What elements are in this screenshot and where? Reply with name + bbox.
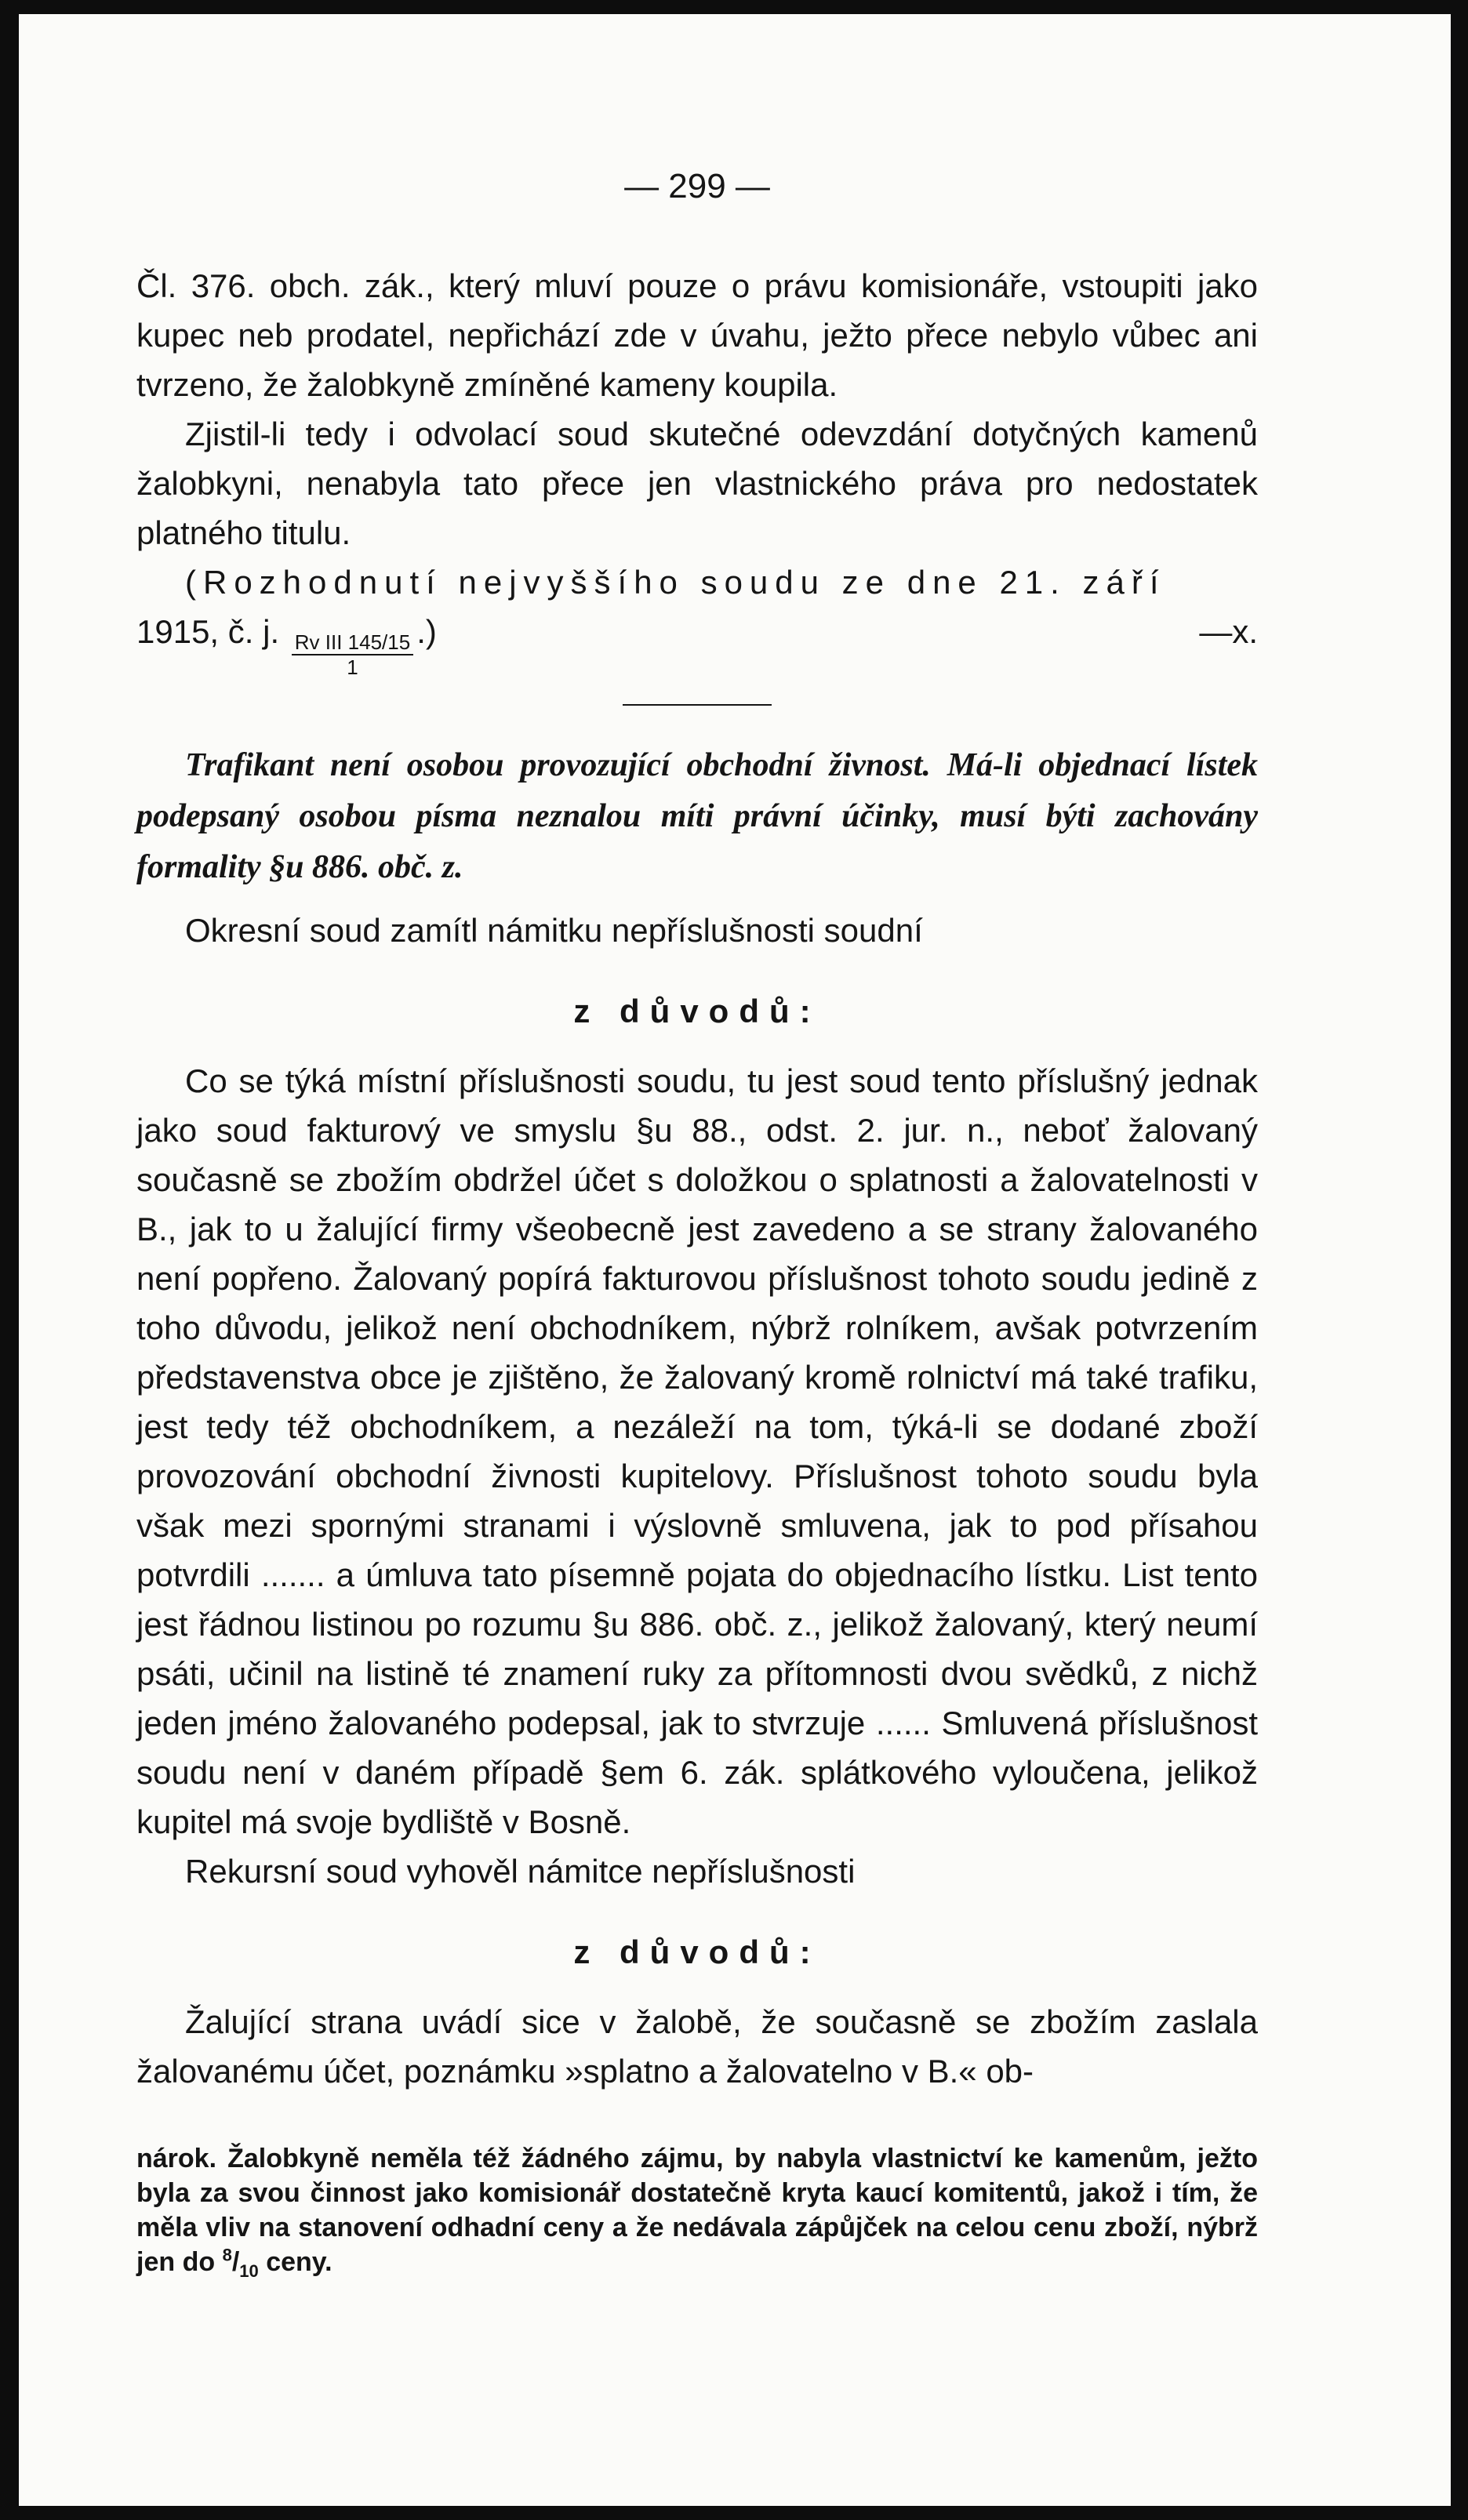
- citation-fraction: [292, 630, 413, 679]
- case-headnote: Trafikant není osobou provozující obchodní živnost. Má-li objednací lístek podepsaný osobou písma neznalou míti právní účinky, musí býti zachovány formality §u 886. obč. z.: [136, 746, 1258, 885]
- citation-line: (Rozhodnutí nejvyššího soudu ze dne 21. září: [185, 564, 1166, 601]
- paragraph-jurisdiction: Co se týká místní příslušnosti soudu, tu jest soud tento příslušný jednak jako soud fakturový ve smyslu §u 88., odst. 2. jur. n., neboť žalovaný současně se zbožím obdržel účet s doložkou o splatnosti a žalovatelnosti v B., jak to u žalující firmy všeobecně jest zavedeno a se strany žalovaného není popřeno. Žalovaný popírá fakturovou příslušnost tohoto soudu jedině z toho důvodu, jelikož není obchodníkem, nýbrž rolníkem, avšak potvrzením představenstva obce je zjištěno, že žalovaný kromě rolnictví má také trafiku, jest tedy též obchodníkem, a nezáleží na tom, týká-li se dodané zboží provozování obchodní živnosti kupitelovy. Příslušnost tohoto soudu byla však mezi spornými stranami i výslovně smluvena, jak to pod přísahou potvrdili ....... a úmluva tato písemně pojata do objednacího lístku. List tento jest řádnou listinou po rozumu §u 886. obč. z., jelikož žalovaný, který neumí psáti, učinil na listině té znamení ruky za přítomnosti dvou svědků, z nichž jeden jméno žalovaného podepsal, jak to stvrzuje ...... Smluvená příslušnost soudu není v daném případě §em 6. zák. splátkového vyloučena, jelikož kupitel má svoje bydliště v Bosně.: [136, 1062, 1258, 1840]
- reasons-heading-1: z důvodů:: [573, 992, 821, 1029]
- citation-prefix: 1915, č. j.: [136, 613, 280, 650]
- footnote: nárok. Žalobkyně neměla též žádného zájmu, by nabyla vlastnictví ke kamenům, ježto byla za svou činnost jako komisionář dostatečně kryta kaucí komitentů, jakož i tím, že měla vliv na stanovení odhadní ceny a že nedávala zápůjček na celou cenu zboží, nýbrž jen do $^8/_{10}$ ceny.: [136, 2143, 1258, 2281]
- reasons-heading-2: z důvodů:: [573, 1933, 821, 1970]
- footnote-fraction-numerator: 8: [222, 2245, 232, 2265]
- author-signature: —x.: [1199, 613, 1258, 650]
- paragraph-article-376: Čl. 376. obch. zák., který mluví pouze o právu komisionáře, vstoupiti jako kupec neb prodatel, nepřichází zde v úvahu, ježto přece nebylo vůbec ani tvrzeno, že žalobkyně zmíněné kameny koupila.: [136, 267, 1258, 403]
- footnote-text: nárok. Žalobkyně neměla též žádného zájmu, by nabyla vlastnictví ke kamenům, ježto byla za svou činnost jako komisionář dostatečně kryta kaucí komitentů, jakož i tím, že měla vliv na stanovení odhadní ceny a že nedávala zápůjček na celou cenu zboží, nýbrž jen do: [136, 2143, 1258, 2277]
- page-number: — 299 —: [624, 167, 770, 205]
- paragraph-appeal-court: Zjistil-li tedy i odvolací soud skutečné odevzdání dotyčných kamenů žalobkyni, nenabyla tato přece jen vlastnického práva pro nedostatek platného titulu.: [136, 416, 1258, 551]
- paragraph-plaintiff: Žalující strana uvádí sice v žalobě, že současně se zbožím zaslala žalovanému účet, poznámku »splatno a žalovatelno v B.« ob-: [136, 2003, 1258, 2090]
- citation-numerator: Rv III 145/15: [292, 630, 413, 655]
- paragraph-recourse-court: Rekursní soud vyhověl námitce nepříslušnosti: [185, 1852, 856, 1890]
- citation-suffix: .): [416, 613, 437, 650]
- paragraph-district-court: Okresní soud zamítl námitku nepříslušnosti soudní: [185, 911, 923, 949]
- footnote-tail: ceny.: [266, 2246, 332, 2277]
- footnote-fraction-denominator: 10: [239, 2260, 259, 2281]
- citation-number: [136, 607, 437, 679]
- document-page: [19, 14, 1451, 2506]
- page-content: [136, 147, 1258, 2306]
- citation-reference: [136, 607, 1258, 679]
- citation-denominator: 1: [347, 655, 358, 679]
- section-divider: [623, 704, 772, 706]
